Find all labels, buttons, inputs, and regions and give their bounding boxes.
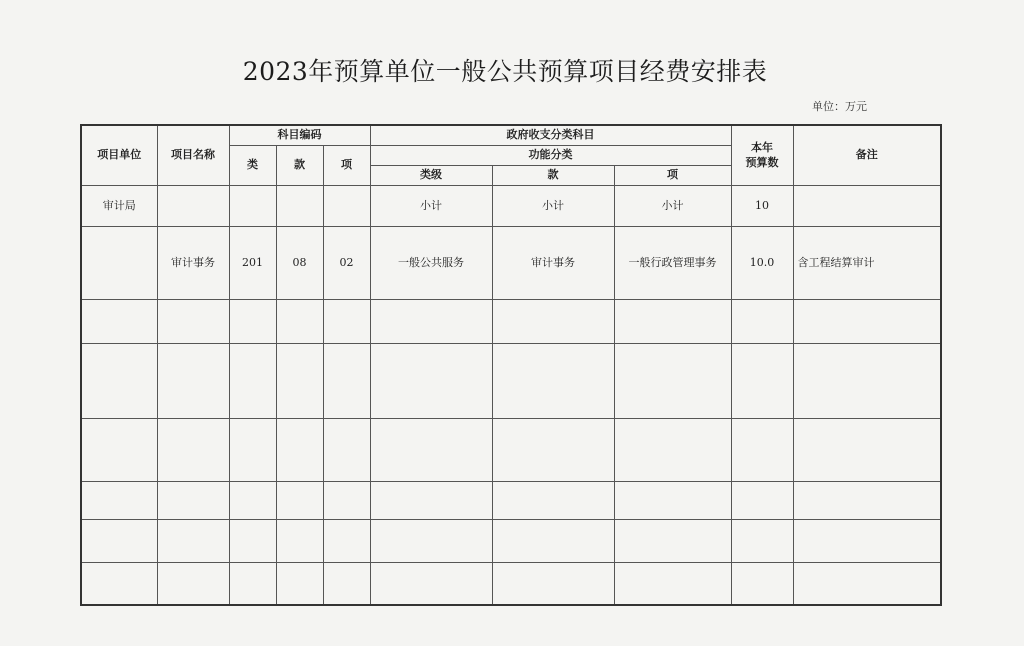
empty-row <box>81 481 941 519</box>
table-row <box>81 226 941 299</box>
document-title: 2023年预算单位一般公共预算项目经费安排表 <box>242 57 768 86</box>
header-code-xiang: 项 <box>323 145 370 186</box>
header-project-name: 项目名称 <box>157 125 229 186</box>
header-remark: 备注 <box>793 125 941 186</box>
empty-row <box>81 344 941 419</box>
header-code-lei: 类 <box>229 145 276 186</box>
cell-kuan: 08 <box>276 226 323 299</box>
budget-table <box>80 124 942 606</box>
header-function-class: 功能分类 <box>370 145 731 165</box>
cell-unit <box>81 226 157 299</box>
header-row-1 <box>81 125 941 145</box>
cell-lei <box>229 186 276 227</box>
empty-row <box>81 562 941 605</box>
cell-budget: 10 <box>731 186 793 227</box>
header-code-kuan: 款 <box>276 145 323 186</box>
cell-func-kuan: 审计事务 <box>492 226 614 299</box>
unit-label: 单位：万元 <box>812 100 867 113</box>
empty-row <box>81 520 941 563</box>
cell-func-level: 小计 <box>370 186 492 227</box>
cell-func-kuan: 小计 <box>492 186 614 227</box>
cell-name: 审计事务 <box>157 226 229 299</box>
cell-lei: 201 <box>229 226 276 299</box>
cell-func-xiang: 小计 <box>614 186 731 227</box>
cell-xiang <box>323 186 370 227</box>
header-fc-xiang: 项 <box>614 166 731 186</box>
cell-budget: 10.0 <box>731 226 793 299</box>
empty-row <box>81 419 941 482</box>
header-budget <box>731 125 793 186</box>
header-subject-code: 科目编码 <box>229 125 370 145</box>
header-budget-line2: 预算数 <box>745 155 779 169</box>
cell-remark <box>793 186 941 227</box>
header-budget-line1: 本年 <box>751 141 774 155</box>
cell-func-level: 一般公共服务 <box>370 226 492 299</box>
cell-remark: 含工程结算审计 <box>793 226 941 299</box>
header-project-unit: 项目单位 <box>81 125 157 186</box>
table-row <box>81 186 941 227</box>
cell-func-xiang: 一般行政管理事务 <box>614 226 731 299</box>
cell-unit: 审计局 <box>81 186 157 227</box>
header-gov-category: 政府收支分类科目 <box>370 125 731 145</box>
cell-kuan <box>276 186 323 227</box>
cell-name <box>157 186 229 227</box>
empty-row <box>81 299 941 344</box>
header-fc-kuan: 款 <box>492 166 614 186</box>
header-fc-level: 类级 <box>370 166 492 186</box>
cell-xiang: 02 <box>323 226 370 299</box>
